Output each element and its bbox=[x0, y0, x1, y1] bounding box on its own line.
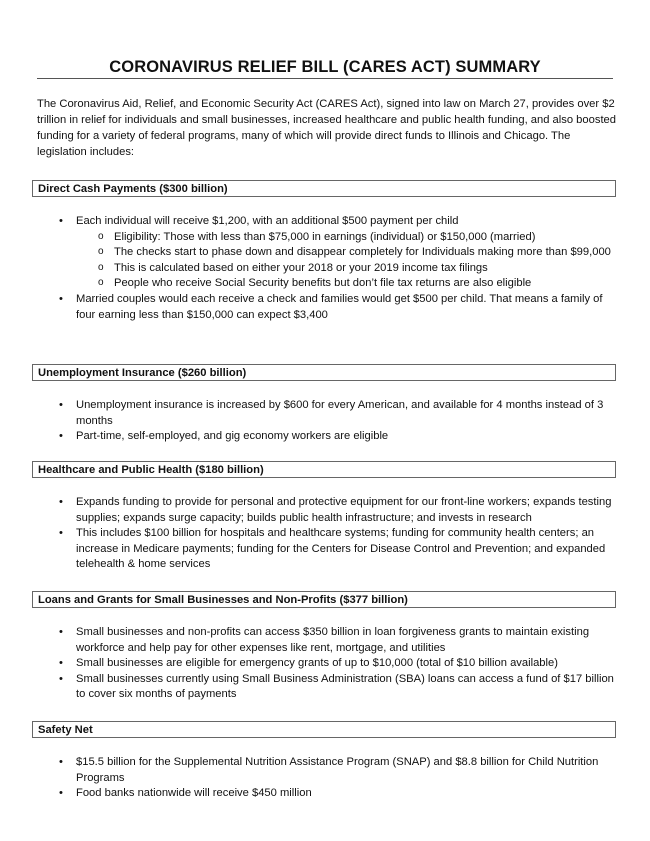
intro-paragraph: The Coronavirus Aid, Relief, and Economic Security Act (CARES Act), signed into law on March 27, provides over $2 trillion in relief for individuals and small businesses, increased healthcare and public health funding, and also boosted funding for a variety of federal programs, many of which will provide direct funds to Illinois and Chicago. The legislation includes: bbox=[37, 98, 616, 158]
section-heading: Unemployment Insurance ($260 billion) bbox=[32, 364, 616, 381]
section-heading: Healthcare and Public Health ($180 billion) bbox=[32, 461, 616, 478]
bullet-item: • This includes $100 billion for hospitals and healthcare systems; funding for community health centers; an increase in Medicare payments; funding for the Centers for Disease Control and Prevention; and expanded telehealth & home services bbox=[32, 526, 616, 573]
section-direct-cash bbox=[32, 180, 616, 323]
bullet-item: • Each individual will receive $1,200, with an additional $500 payment per child bbox=[32, 214, 616, 230]
bullet-item: • Small businesses currently using Small Business Administration (SBA) loans can access a fund of $17 billion to cover six months of payments bbox=[32, 672, 616, 703]
title-divider bbox=[37, 78, 613, 79]
sub-bullet-item: o Eligibility: Those with less than $75,000 in earnings (individual) or $150,000 (married) bbox=[32, 230, 616, 246]
section-heading: Safety Net bbox=[32, 721, 616, 738]
sub-bullet-item: o People who receive Social Security benefits but don’t file tax returns are also eligible bbox=[32, 276, 616, 292]
section-safety-net bbox=[32, 721, 616, 802]
section-unemployment bbox=[32, 364, 616, 445]
bullet-item: • Expands funding to provide for personal and protective equipment for our front-line workers; expands testing supplies; expands surge capacity; builds public health infrastructure; and invests in research bbox=[32, 495, 616, 526]
section-heading: Direct Cash Payments ($300 billion) bbox=[32, 180, 616, 197]
bullet-item: • Part-time, self-employed, and gig economy workers are eligible bbox=[32, 429, 616, 445]
bullet-item: • Small businesses and non-profits can access $350 billion in loan forgiveness grants to maintain existing workforce and help pay for other expenses like rent, mortgage, and utilities bbox=[32, 625, 616, 656]
bullet-list bbox=[32, 398, 616, 445]
sub-bullet-item: o This is calculated based on either your 2018 or your 2019 income tax filings bbox=[32, 261, 616, 277]
section-healthcare bbox=[32, 461, 616, 573]
bullet-list bbox=[32, 625, 616, 703]
bullet-item: • Small businesses are eligible for emergency grants of up to $10,000 (total of $10 billion available) bbox=[32, 656, 616, 672]
bullet-list bbox=[32, 495, 616, 573]
document-title: CORONAVIRUS RELIEF BILL (CARES ACT) SUMMARY bbox=[109, 58, 541, 76]
bullet-item: • Food banks nationwide will receive $450 million bbox=[32, 786, 616, 802]
section-heading: Loans and Grants for Small Businesses and Non-Profits ($377 billion) bbox=[32, 591, 616, 608]
bullet-list bbox=[32, 214, 616, 323]
bullet-item: • Married couples would each receive a check and families would get $500 per child. That means a family of four earning less than $150,000 can expect $3,400 bbox=[32, 292, 616, 323]
bullet-list bbox=[32, 755, 616, 802]
sub-bullet-item: o The checks start to phase down and disappear completely for Individuals making more than $99,000 bbox=[32, 245, 616, 261]
bullet-item: • $15.5 billion for the Supplemental Nutrition Assistance Program (SNAP) and $8.8 billion for Child Nutrition Programs bbox=[32, 755, 616, 786]
section-small-business bbox=[32, 591, 616, 703]
bullet-item: • Unemployment insurance is increased by $600 for every American, and available for 4 months instead of 3 months bbox=[32, 398, 616, 429]
